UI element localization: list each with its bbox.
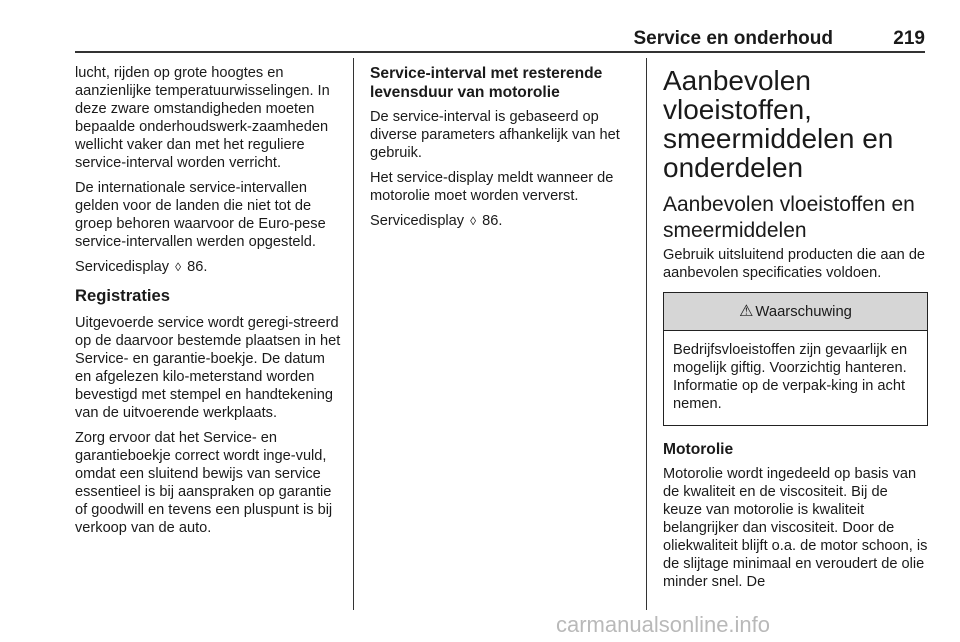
header-rule <box>75 51 925 53</box>
column-3 <box>663 64 928 598</box>
chapter-title: Aanbevolen vloeistoffen, smeermiddelen en onderdelen <box>663 65 894 183</box>
cross-reference[interactable] <box>370 212 636 230</box>
paragraph: De service-interval is gebaseerd op diverse parameters afhankelijk van het gebruik. <box>370 109 620 161</box>
column-divider-right <box>646 58 647 610</box>
warning-triangle-icon: ⚠ <box>739 303 754 320</box>
paragraph: Zorg ervoor dat het Service- en garantieboekje correct wordt inge‑vuld, omdat een sluitend bewijs van service essentieel is bij aanspraken op garantie of goodwill en tevens een pluspunt is bij verkoop van de auto. <box>75 430 333 536</box>
paragraph: Het service-display meldt wanneer de motorolie moet worden ververst. <box>370 170 614 204</box>
reference-page: 86. <box>187 259 208 275</box>
column-divider-left <box>353 58 354 610</box>
reference-label: Servicedisplay <box>370 213 465 229</box>
page-header <box>75 28 925 50</box>
watermark: carmanualsonline.info <box>556 612 771 637</box>
paragraph: Uitgevoerde service wordt geregi‑streerd op de daarvoor bestemde plaatsen in het Service- en garantie‑boekje. De datum en afgelezen kilo‑meterstand worden bevestigd met stempel en handtekening van de uitvoerende werkplaats. <box>75 315 341 421</box>
warning-title: Waarschuwing <box>755 304 852 320</box>
page-reference-icon: ◊ <box>175 260 182 274</box>
reference-page: 86. <box>482 213 503 229</box>
warning-body: Bedrijfsvloeistoffen zijn gevaarlijk en mogelijk giftig. Voorzichtig hanteren. Informatie op de verpak‑king in acht nemen. <box>673 342 908 412</box>
column-1 <box>75 64 345 544</box>
paragraph: Gebruik uitsluitend producten die aan de aanbevolen specificaties voldoen. <box>663 247 926 281</box>
column-2 <box>370 64 636 237</box>
page-reference-icon: ◊ <box>470 214 477 228</box>
warning-box <box>663 292 928 426</box>
paragraph: Motorolie wordt ingedeeld op basis van de kwaliteit en de viscositeit. Bij de keuze van motorolie is kwaliteit belangrijker dan viscositeit. Door de oliekwaliteit blijft o.a. de motor schoon, is de slijtage minimaal en veroudert de olie minder snel. De <box>663 466 928 590</box>
reference-label: Servicedisplay <box>75 259 170 275</box>
section-title: Service en onderhoud <box>633 28 833 49</box>
section-heading: Service-interval met resterende levensduur van motorolie <box>370 65 603 101</box>
warning-header <box>664 293 927 331</box>
chapter-subtitle: Aanbevolen vloeistoffen en smeermiddelen <box>663 193 915 242</box>
cross-reference[interactable] <box>75 258 345 276</box>
paragraph: lucht, rijden op grote hoogtes en aanzienlijke temperatuurwisselingen. In deze zware omstandigheden moeten bepaalde onderhoudswerk‑zaamheden wellicht vaker dan met het reguliere service-interval worden verricht. <box>75 65 330 171</box>
section-heading: Registraties <box>75 286 170 305</box>
section-heading: Motorolie <box>663 441 734 458</box>
page-number: 219 <box>893 28 925 49</box>
paragraph: De internationale service-intervallen gelden voor de landen die niet tot de groep behoren waarvoor de Euro‑pese service-intervallen werden opgesteld. <box>75 180 326 250</box>
